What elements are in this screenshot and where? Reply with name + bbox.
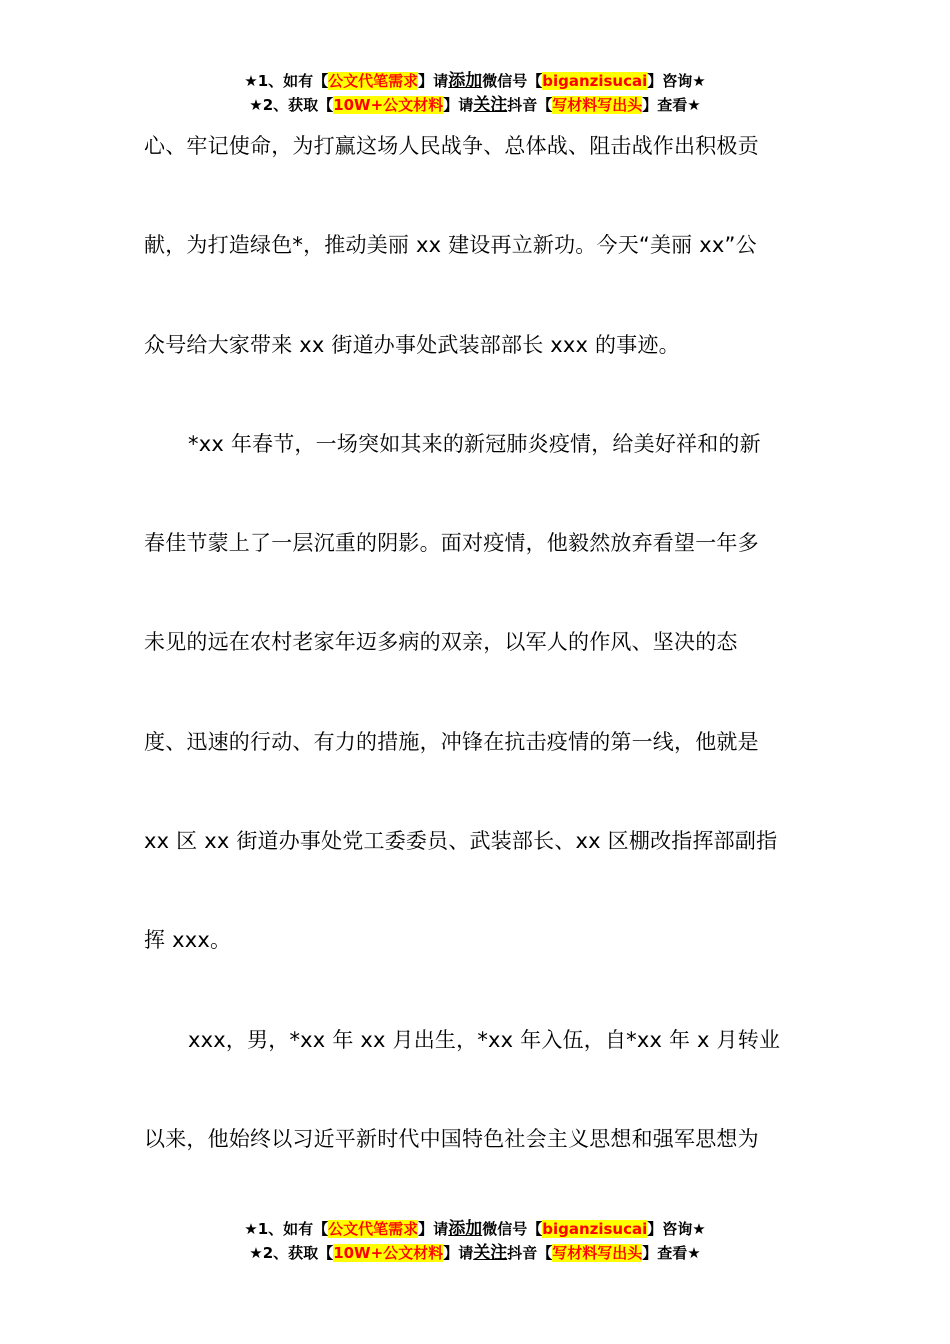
text-line: 春佳节蒙上了一层沉重的阴影。面对疫情，他毅然放弃看望一年多 [144,531,759,556]
header-banner [0,69,950,117]
banner-line-2: ★2、获取【10W+公文材料】请关注抖音【写材料写出头】查看★ [249,95,701,115]
highlight-wechat-id: biganzisucai [542,1220,648,1238]
banner-line-2: ★2、获取【10W+公文材料】请关注抖音【写材料写出头】查看★ [249,1243,701,1263]
text-line: xx 区 xx 街道办事处党工委委员、武装部长、xx 区棚改指挥部副指 [144,829,778,854]
paragraph-start-line: *xx 年春节，一场突如其来的新冠肺炎疫情，给美好祥和的新 [188,431,761,456]
highlight-materials: 10W+公文材料 [333,96,444,114]
highlight-service: 公文代笔需求 [328,72,419,90]
text-line: 度、迅速的行动、有力的措施，冲锋在抗击疫情的第一线，他就是 [144,729,759,754]
text-line: 未见的远在农村老家年迈多病的双亲，以军人的作风、坚决的态 [144,630,738,655]
banner-line-1: ★1、如有【公文代笔需求】请添加微信号【biganzisucai】咨询★ [244,1219,706,1239]
text-line: 献，为打造绿色*，推动美丽 xx 建设再立新功。今天“美丽 xx”公 [144,233,757,258]
highlight-douyin: 写材料写出头 [552,1244,643,1262]
banner-line-1: ★1、如有【公文代笔需求】请添加微信号【biganzisucai】咨询★ [244,71,706,91]
highlight-wechat-id: biganzisucai [542,72,648,90]
underlined-add: 添加 [448,1219,483,1239]
text-line: 挥 xxx。 [144,928,232,953]
underlined-add: 添加 [448,71,483,91]
text-line: 以来，他始终以习近平新时代中国特色社会主义思想和强军思想为 [144,1126,759,1151]
text-line: 众号给大家带来 xx 街道办事处武装部部长 xxx 的事迹。 [144,332,680,357]
highlight-service: 公文代笔需求 [328,1220,419,1238]
highlight-douyin: 写材料写出头 [552,96,643,114]
highlight-materials: 10W+公文材料 [333,1244,444,1262]
paragraph-start-line: xxx，男，*xx 年 xx 月出生，*xx 年入伍，自*xx 年 x 月转业 [188,1027,781,1052]
underlined-follow: 关注 [473,1243,508,1263]
underlined-follow: 关注 [473,95,508,115]
footer-banner [0,1217,950,1265]
text-line: 心、牢记使命，为打赢这场人民战争、总体战、阻击战作出积极贡 [144,134,759,158]
document-body [144,118,804,1210]
